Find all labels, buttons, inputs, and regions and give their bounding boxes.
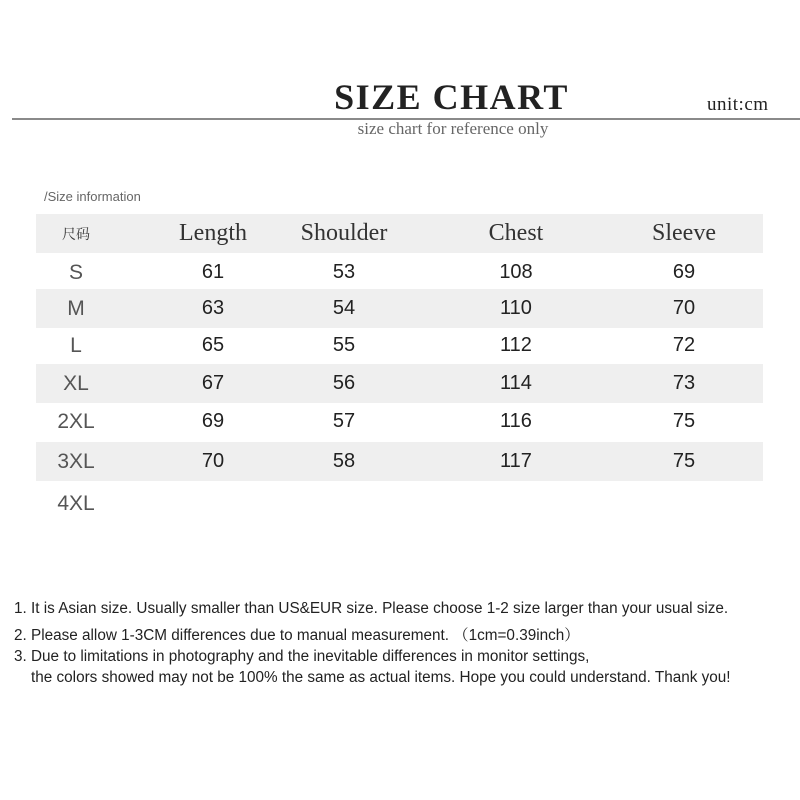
sleeve-cell: 70 bbox=[672, 297, 696, 319]
column-header-sleeve: Sleeve bbox=[652, 220, 716, 246]
chest-cell: 108 bbox=[499, 261, 533, 283]
page-subtitle: size chart for reference only bbox=[357, 119, 549, 138]
shoulder-cell: 58 bbox=[332, 450, 356, 472]
column-header-length: Length bbox=[179, 220, 247, 246]
chest-cell: 110 bbox=[500, 297, 532, 319]
size-cell: 2XL bbox=[57, 409, 95, 433]
sleeve-cell bbox=[634, 484, 734, 523]
note-line: 2. Please allow 1-3CM differences due to manual measurement. （1cm=0.39inch） bbox=[14, 627, 580, 644]
column-header-size: 尺码 bbox=[62, 226, 90, 243]
length-cell: 70 bbox=[201, 450, 225, 472]
length-cell: 63 bbox=[201, 297, 225, 319]
shoulder-cell: 55 bbox=[332, 334, 356, 356]
chest-cell: 114 bbox=[500, 372, 532, 394]
sleeve-cell: 75 bbox=[672, 410, 696, 432]
size-cell: XL bbox=[63, 371, 89, 395]
note-line: 3. Due to limitations in photography and the inevitable differences in monitor settings, bbox=[14, 648, 590, 665]
length-cell bbox=[170, 484, 256, 523]
chest-cell: 112 bbox=[500, 334, 532, 356]
size-cell: 4XL bbox=[57, 491, 95, 515]
shoulder-cell: 56 bbox=[332, 372, 356, 394]
table-row bbox=[36, 326, 763, 365]
shoulder-cell: 53 bbox=[332, 261, 356, 283]
column-header-shoulder: Shoulder bbox=[300, 220, 388, 246]
note-line: 1. It is Asian size. Usually smaller than US&EUR size. Please choose 1-2 size larger than your usual size. bbox=[14, 600, 729, 617]
table-row bbox=[36, 484, 763, 523]
size-cell: S bbox=[68, 260, 83, 284]
sleeve-cell: 72 bbox=[672, 334, 696, 356]
length-cell: 65 bbox=[201, 334, 225, 356]
table-row bbox=[36, 289, 763, 328]
chest-cell: 117 bbox=[500, 450, 532, 472]
shoulder-cell: 54 bbox=[332, 297, 356, 319]
column-header-chest: Chest bbox=[488, 220, 544, 246]
section-label: /Size information bbox=[44, 189, 141, 204]
length-cell: 67 bbox=[201, 372, 225, 394]
shoulder-cell bbox=[294, 484, 394, 523]
sleeve-cell: 69 bbox=[672, 261, 696, 283]
length-cell: 61 bbox=[201, 261, 225, 283]
page-title: SIZE CHART bbox=[334, 77, 569, 117]
table-header-row bbox=[36, 214, 763, 253]
shoulder-cell: 57 bbox=[332, 410, 356, 432]
table-row bbox=[36, 364, 763, 403]
length-cell: 69 bbox=[201, 410, 225, 432]
size-cell: M bbox=[67, 296, 85, 320]
chest-cell: 116 bbox=[500, 410, 532, 432]
unit-label: unit:cm bbox=[707, 94, 769, 115]
sleeve-cell: 75 bbox=[672, 450, 696, 472]
size-cell: L bbox=[70, 333, 82, 357]
table-row bbox=[36, 402, 763, 441]
size-cell: 3XL bbox=[57, 449, 95, 473]
note-line: the colors showed may not be 100% the same as actual items. Hope you could understand. Thank you! bbox=[31, 669, 731, 686]
table-row bbox=[36, 253, 763, 292]
chest-cell bbox=[466, 484, 566, 523]
table-row bbox=[36, 442, 763, 481]
sleeve-cell: 73 bbox=[672, 372, 696, 394]
